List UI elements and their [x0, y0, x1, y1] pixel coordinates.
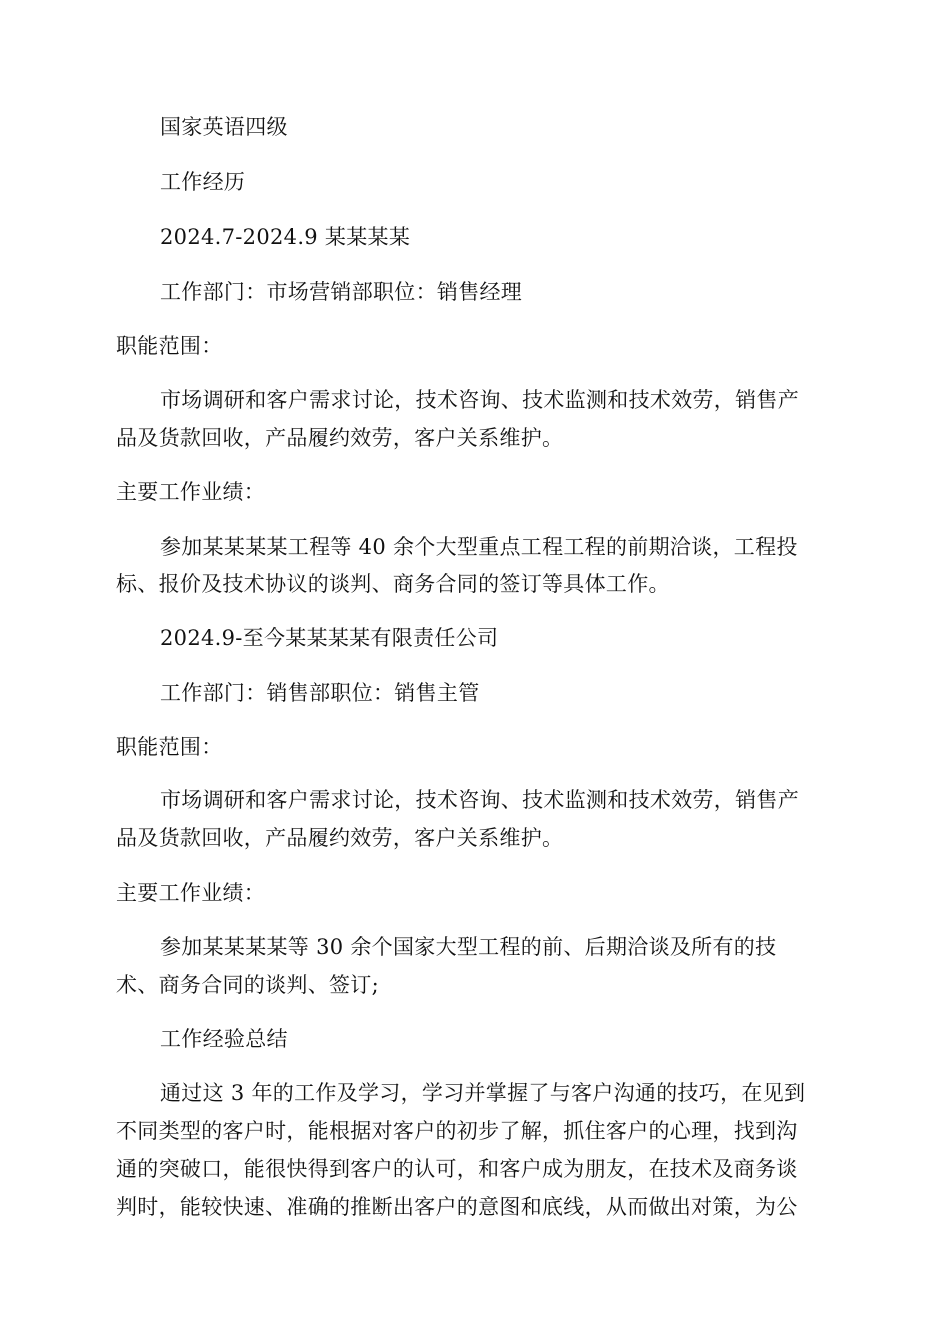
scope-label-2: 职能范围： — [116, 735, 223, 759]
scope-text-2-line-2: 品及货款回收，产品履约效劳，客户关系维护。 — [116, 826, 564, 850]
achievements-text-1-line-2: 标、报价及技术协议的谈判、商务合同的签订等具体工作。 — [116, 572, 670, 596]
summary-line-4: 判时，能较快速、准确的推断出客户的意图和底线，从而做出对策，为公 — [116, 1195, 798, 1219]
job-period-1: 2024.7-2024.9 某某某某 — [160, 225, 411, 249]
certificate-line: 国家英语四级 — [160, 115, 288, 139]
summary-line-2: 不同类型的客户时，能根据对客户的初步了解，抓住客户的心理，找到沟 — [116, 1119, 798, 1143]
section-heading-work-experience: 工作经历 — [160, 170, 246, 194]
job-department-1: 工作部门：市场营销部职位：销售经理 — [160, 280, 523, 304]
scope-label-1: 职能范围： — [116, 334, 223, 358]
achievements-text-2-line-2: 术、商务合同的谈判、签订; — [116, 973, 379, 997]
scope-text-2-line-1: 市场调研和客户需求讨论，技术咨询、技术监测和技术效劳，销售产 — [160, 788, 799, 812]
job-period-2: 2024.9-至今某某某某有限责任公司 — [160, 626, 499, 650]
achievements-text-2-line-1: 参加某某某某等 30 余个国家大型工程的前、后期洽谈及所有的技 — [160, 935, 777, 959]
section-heading-summary: 工作经验总结 — [160, 1027, 288, 1051]
summary-line-1: 通过这 3 年的工作及学习，学习并掌握了与客户沟通的技巧，在见到 — [160, 1081, 806, 1105]
job-department-2: 工作部门：销售部职位：销售主管 — [160, 681, 480, 705]
scope-text-1-line-2: 品及货款回收，产品履约效劳，客户关系维护。 — [116, 426, 564, 450]
achievements-label-2: 主要工作业绩： — [116, 881, 266, 905]
achievements-text-1-line-1: 参加某某某某工程等 40 余个大型重点工程工程的前期洽谈，工程投 — [160, 535, 798, 559]
achievements-label-1: 主要工作业绩： — [116, 480, 266, 504]
summary-line-3: 通的突破口，能很快得到客户的认可，和客户成为朋友，在技术及商务谈 — [116, 1157, 798, 1181]
scope-text-1-line-1: 市场调研和客户需求讨论，技术咨询、技术监测和技术效劳，销售产 — [160, 388, 799, 412]
